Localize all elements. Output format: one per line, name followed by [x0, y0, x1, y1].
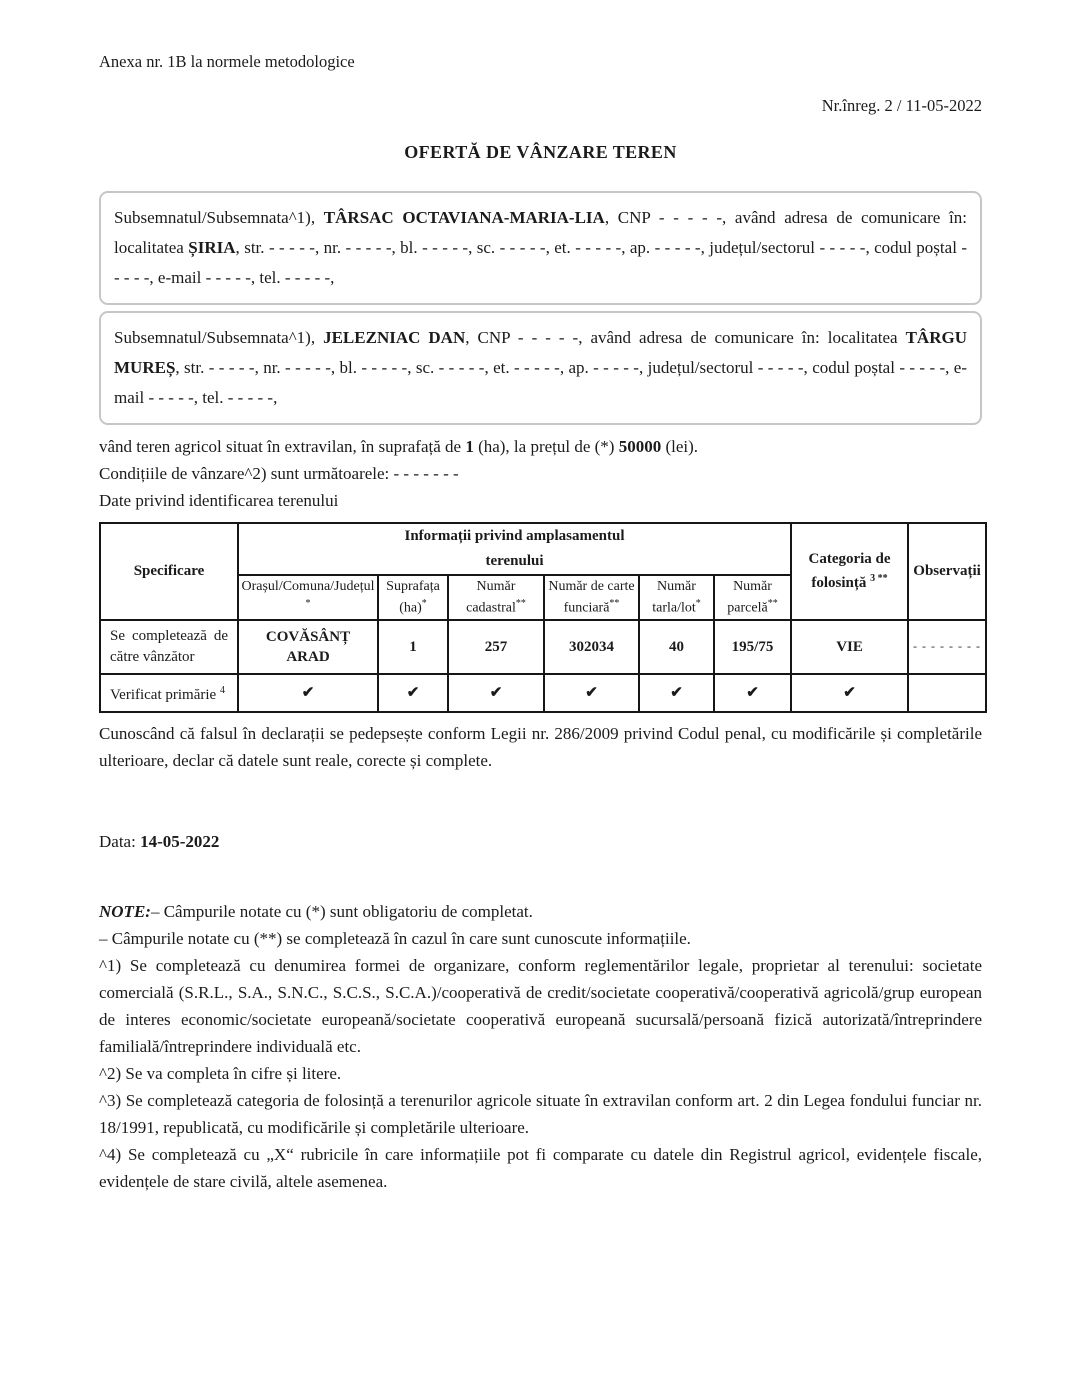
annex-label: Anexa nr. 1B la normele metodologice	[99, 52, 355, 71]
buyer-locality: TÂRGU MUREȘ	[114, 328, 967, 377]
note-header-rest: – Câmpurile notate cu (*) sunt obligatoriu de completat.	[150, 901, 533, 921]
buyer-address-text: , str. - - - - -, nr. - - - - -, bl. - - - - -, sc. - - - - -, et. - - - - -, ap. - - - - -, județul/sectorul - - - - -, codul poștal - - - - -, e-mail - - - - -, tel. - - - - -,	[114, 358, 967, 407]
note-double-star: – Câmpurile notate cu (**) se completează în cazul în care sunt cunoscute informațiile.	[99, 928, 691, 948]
check-observatii-empty	[908, 674, 986, 712]
buyer-name: JELEZNIAC DAN	[323, 328, 466, 347]
check-icon: ✔	[585, 685, 598, 702]
note-2: ^2) Se va completa în cifre și litere.	[99, 1063, 342, 1083]
check-cadastral	[448, 674, 544, 712]
tarla-footnote-mark: *	[695, 598, 701, 609]
col-header-categoria	[791, 523, 908, 620]
cell-suprafata: 1	[378, 620, 448, 674]
check-icon: ✔	[406, 685, 420, 702]
table-group-header-row	[100, 523, 986, 575]
col-header-parcela: Număr parcelă**	[714, 575, 791, 620]
categoria-footnote-mark: 3 **	[870, 572, 888, 584]
buyer-cnp-text: , CNP - - - - -, având adresa de comunicare în: localitatea	[465, 328, 906, 347]
buyer-intro-text: Subsemnatul/Subsemnata^1),	[114, 328, 324, 347]
col-header-tarla: Număr tarla/lot*	[639, 575, 714, 620]
check-icon: ✔	[489, 685, 503, 702]
cell-tarla: 40	[639, 620, 714, 674]
note-header	[99, 898, 982, 925]
cadastral-footnote-mark: **	[515, 598, 526, 609]
check-suprafata	[378, 674, 448, 712]
sale-text-1: vând teren agricol situat în extravilan, în suprafață de	[99, 437, 466, 456]
land-identification-table	[99, 522, 987, 713]
group-header-line2: terenului	[485, 553, 544, 569]
seller-cnp-text: , CNP - - - - -, având adresa de comunicare în: localitatea	[114, 208, 967, 257]
cell-observatii: - - - - - - - -	[908, 620, 986, 674]
seller-address-text: , str. - - - - -, nr. - - - - -, bl. - - - - -, sc. - - - - -, et. - - - - -, ap. - - - - -, județul/sectorul - - - - -, codul poștal - - - - -, e-mail - - - - -, tel. - - - - -,	[114, 238, 968, 287]
note-3: ^3) Se completează categoria de folosință a terenurilor agricole situate în extravilan conform art. 2 din Legea fondului funciar nr. 18/1991, republicată, cu modificările și completările ulterioare.	[99, 1090, 982, 1137]
seller-intro-text: Subsemnatul/Subsemnata^1),	[114, 208, 324, 227]
col-header-carte-funciara: Număr de carte funciară**	[544, 575, 639, 620]
sale-price-value: 50000	[618, 437, 662, 456]
seller-locality: ȘIRIA	[188, 238, 236, 257]
date-value: 14-05-2022	[140, 831, 220, 851]
col-header-suprafata: Suprafața (ha)*	[378, 575, 448, 620]
date-line	[99, 832, 982, 852]
check-icon: ✔	[843, 685, 856, 702]
note-header-label: NOTE:	[99, 901, 151, 921]
page-title: OFERTĂ DE VÂNZARE TEREN	[404, 142, 677, 162]
verified-footnote-mark: 4	[219, 684, 225, 696]
check-tarla	[639, 674, 714, 712]
identification-heading: Date privind identificarea terenului	[99, 491, 339, 510]
categoria-line1: Categoria de	[808, 550, 891, 567]
verified-row-label: Verificat primărie $^4$	[100, 674, 238, 712]
note-1: ^1) Se completează cu denumirea formei de organizare, conform reglementărilor legale, proprietar al terenului: societate comercială (S.R.L., S.A., S.N.C., S.C.S., S.C.A.)/cooperativă de credit/societate cooperativă/cooperativă agricolă/grup european de interes economic/societate europeană/societate cooperativă europeană sucursală/persoană fizică autorizată/întreprindere familială/întreprindere individuală etc.	[99, 955, 982, 1056]
declaration-paragraph: Cunoscând că falsul în declarații se pedepsește conform Legii nr. 286/2009 privind Codul penal, cu modificările și completările ulterioare, declar că datele sunt reale, corecte și complete.	[99, 723, 982, 770]
sale-statement	[99, 433, 982, 460]
registration-number: Nr.înreg. 2 / 11-05-2022	[821, 96, 982, 115]
sale-area-value: 1	[465, 437, 474, 456]
cell-carte-funciara: 302034	[544, 620, 639, 674]
check-oras	[238, 674, 378, 712]
date-label: Data:	[99, 831, 141, 851]
cell-cadastral: 257	[448, 620, 544, 674]
carte-funciara-footnote-mark: **	[609, 598, 620, 609]
check-categoria	[791, 674, 908, 712]
buyer-identity-box	[99, 311, 982, 425]
sale-conditions-line: Condițiile de vânzare^2) sunt următoarele: - - - - - - -	[99, 464, 459, 483]
seller-data-row	[100, 620, 986, 674]
col-header-specificare: Specificare	[100, 523, 238, 620]
sale-text-3: (lei).	[661, 437, 699, 456]
oras-footnote-mark: *	[305, 598, 311, 609]
col-header-cadastral: Număr cadastral**	[448, 575, 544, 620]
seller-row-label: Se completează de către vânzător	[100, 620, 238, 674]
cell-parcela: 195/75	[714, 620, 791, 674]
check-parcela	[714, 674, 791, 712]
categoria-line2: folosință $^{3 **}$	[811, 572, 888, 591]
cell-oras: COVĂSÂNȚ ARAD	[238, 620, 378, 674]
check-carte-funciara	[544, 674, 639, 712]
col-header-observatii: Observații	[908, 523, 986, 620]
check-icon: ✔	[746, 685, 759, 702]
col-group-header	[238, 523, 791, 575]
suprafata-footnote-mark: *	[421, 598, 427, 609]
seller-identity-box	[99, 191, 982, 305]
verified-row	[100, 674, 986, 712]
cell-categoria: VIE	[791, 620, 908, 674]
notes-section	[99, 898, 982, 1195]
check-icon: ✔	[301, 685, 315, 702]
seller-name: TÂRSAC OCTAVIANA-MARIA-LIA	[323, 208, 605, 227]
note-4: ^4) Se completează cu „X“ rubricile în care informațiile pot fi comparate cu datele din Registrul agricol, evidențele fiscale, evidențele de stare civilă, altele asemenea.	[99, 1144, 982, 1191]
parcela-footnote-mark: **	[767, 598, 778, 609]
col-header-oras: Orașul/Comuna/Județul *	[238, 575, 378, 620]
group-header-line1: Informații privind amplasamentul	[404, 528, 625, 544]
sale-text-2: (ha), la prețul de (*)	[473, 437, 619, 456]
check-icon: ✔	[670, 685, 683, 702]
